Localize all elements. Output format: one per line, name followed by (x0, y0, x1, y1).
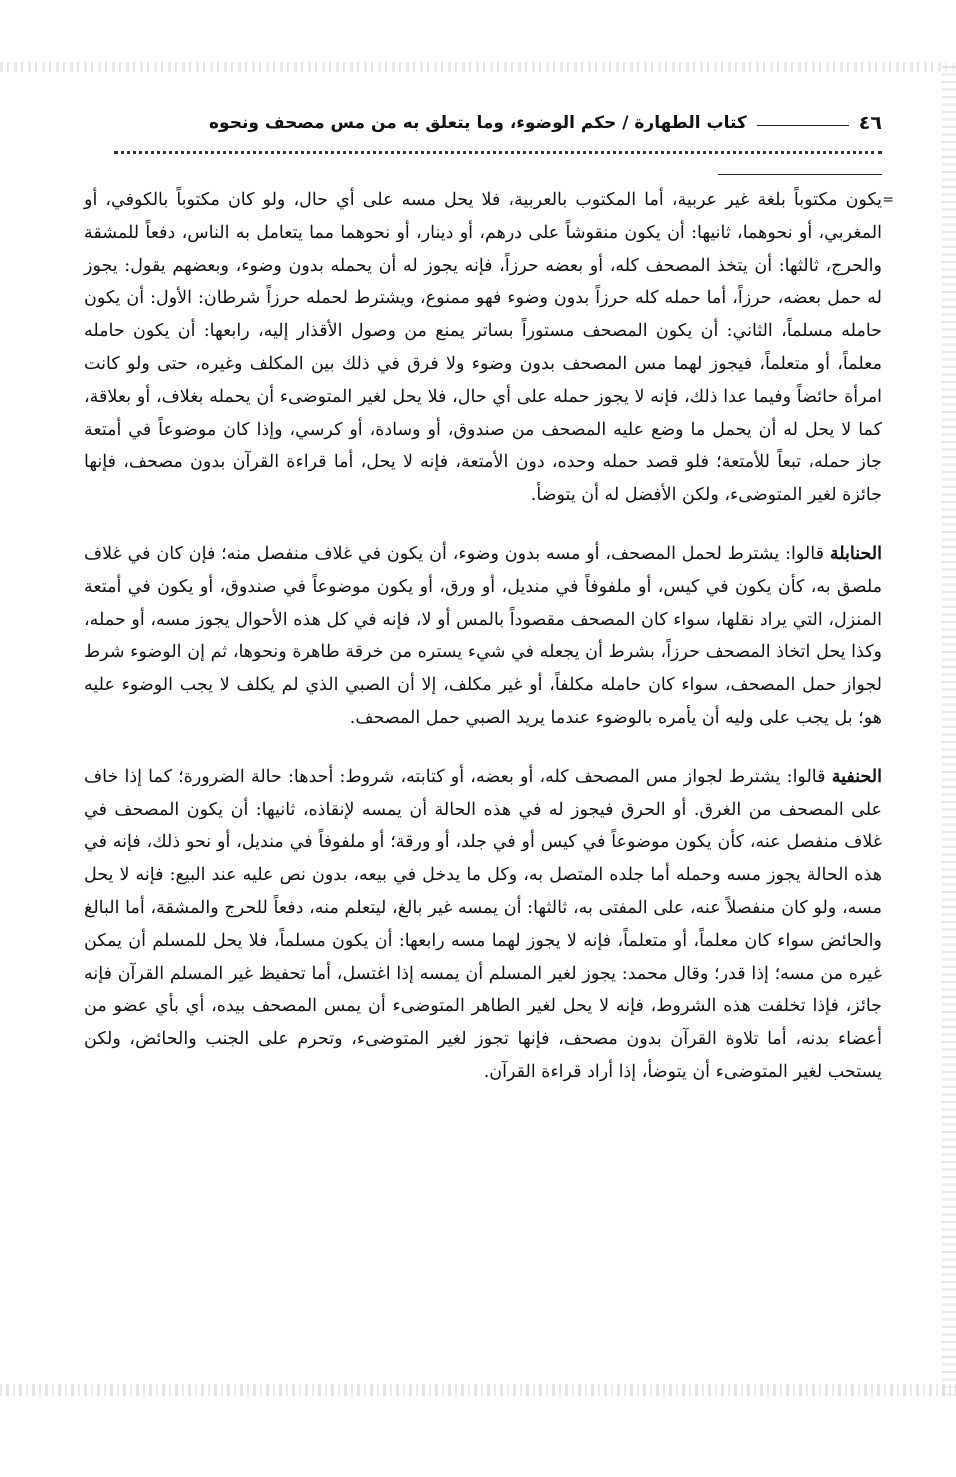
continuation-mark: = (882, 192, 894, 208)
paragraph-text: يكون مكتوباً بلغة غير عربية، أما المكتوب بالعربية، فلا يحل مسه على أي حال، ولو كان مكتوباً بالكوفي، أو المغربي، أو نحوهما، ثانيها: أن يكون منقوشاً على درهم، أو دينار، أو نحوهما مما يتعامل به الناس، دفعاً للمشقة والحرج، ثالثها: أن يتخذ المصحف كله، أو بعضه حرزاً، فإنه يجوز له أن يحمله بدون وضوء، وبعضهم يقول: يجوز له حمل بعضه، حرزاً، أما حمله كله حرزاً بدون وضوء فهو ممنوع، ويشترط لحمله حرزاً شرطان: الأول: أن يكون حامله مسلماً، الثاني: أن يكون المصحف مستوراً بساتر يمنع من وصول الأقذار إليه، رابعها: أن يكون حامله معلماً، أو متعلماً، فيجوز لهما مس المصحف بدون وضوء ولا فرق في ذلك بين المكلف وغيره، حتى ولو كانت امرأة حائضاً وفيما عدا ذلك، فإنه لا يجوز حمله على أي حال، فلا يحل لغير المتوضىء أن يحمله بغلاف، أو بعلاقة، كما لا يحل له أن يحمل ما وضع عليه المصحف من صندوق، أو وسادة، أو كرسي، وإذا كان موضوعاً في أمتعة جاز حمله، تبعاً للأمتعة؛ فلو قصد حمله وحده، دون الأمتعة، فإنه لا يحل، أما قراءة القرآن بدون مصحف، فإنها جائزة لغير المتوضىء، ولكن الأفضل له أن يتوضأ. (84, 190, 882, 506)
scan-edge-right (942, 62, 956, 1396)
paragraph-hanafiyya (84, 761, 882, 1089)
footnote-separator (718, 174, 882, 175)
paragraph-hanabila (84, 538, 882, 735)
page-number: ٤٦ (858, 112, 882, 134)
page-header (84, 106, 882, 140)
scan-edge-bottom (0, 1384, 956, 1396)
running-title: كتاب الطهارة / حكم الوضوء، وما يتعلق به من مس مصحف ونحوه (209, 113, 747, 133)
school-name: الحنفية (831, 766, 882, 787)
scan-edge-top (0, 62, 956, 72)
paragraph-text: قالوا: يشترط لحمل المصحف، أو مسه بدون وضوء، أن يكون في غلاف منفصل منه؛ فإن كان في غلاف ملصق به، كأن يكون في كيس، أو ملفوفاً في منديل، أو ورق، أو يكون موضوعاً في صندوق، أو يكون في أمتعة المنزل، التي يراد نقلها، سواء كان المصحف مقصوداً بالمس أو لا، فإنه في كل هذه الأحوال يجوز مسه، أو حمله، وكذا يحل اتخاذ المصحف حرزاً، بشرط أن يجعله في شيء يستره من خرقة طاهرة ونحوها، ثم إن الوضوء شرط لجواز حمل المصحف، سواء كان حامله مكلفاً، أو غير مكلف، إلا أن الصبي الذي لم يكلف لا يجب الوضوء عليه هو؛ بل يجب على وليه أن يأمره بالوضوء عندما يريد الصبي حمل المصحف. (84, 543, 882, 728)
school-name: الحنابلة (829, 543, 882, 564)
header-rule (757, 125, 849, 126)
paragraph-continuation (84, 184, 882, 512)
page-body (84, 184, 894, 1089)
header-dotted-divider (114, 151, 882, 154)
paragraph-text: قالوا: يشترط لجواز مس المصحف كله، أو بعضه، أو كتابته، شروط: أحدها: حالة الضرورة؛ كما إذا خاف على المصحف من الغرق. أو الحرق فيجوز له في هذه الحالة أن يمسه لإنقاذه، ثانيها: أن يكون المصحف في غلاف منفصل عنه، كأن يكون موضوعاً في كيس أو في جلد، أو ورقة؛ أو ملفوفاً في منديل، أو نحو ذلك، فإنه في هذه الحالة يجوز مسه وحمله أما جلده المتصل به، وكل ما يدخل في بيعه، بدون نص عليه عند البيع: فإنه لا يحل مسه، ولو كان منفصلاً عنه، على المفتى به، ثالثها: أن يمسه غير بالغ، ليتعلم منه، دفعاً للحرج والمشقة، أما البالغ والحائض سواء كان معلماً، أو متعلماً، فإنه لا يجوز لهما مسه رابعها: أن يكون مسلماً، فلا يحل للمسلم أن يمكن غيره من مسه؛ إذا قدر؛ وقال محمد: يجوز لغير المسلم أن يمسه إذا اغتسل، أما تحفيظ غير المسلم القرآن فإنه جائز، فإذا تخلفت هذه الشروط، فإنه لا يحل لغير الطاهر المتوضىء أن يمس المصحف بيده، أي بأي عضو من أعضاء بدنه، أما تلاوة القرآن بدون مصحف، فإنها تجوز لغير المتوضىء، وتحرم على الجنب والحائض، ولكن يستحب لغير المتوضىء أن يتوضأ، إذا أراد قراءة القرآن. (84, 766, 882, 1082)
